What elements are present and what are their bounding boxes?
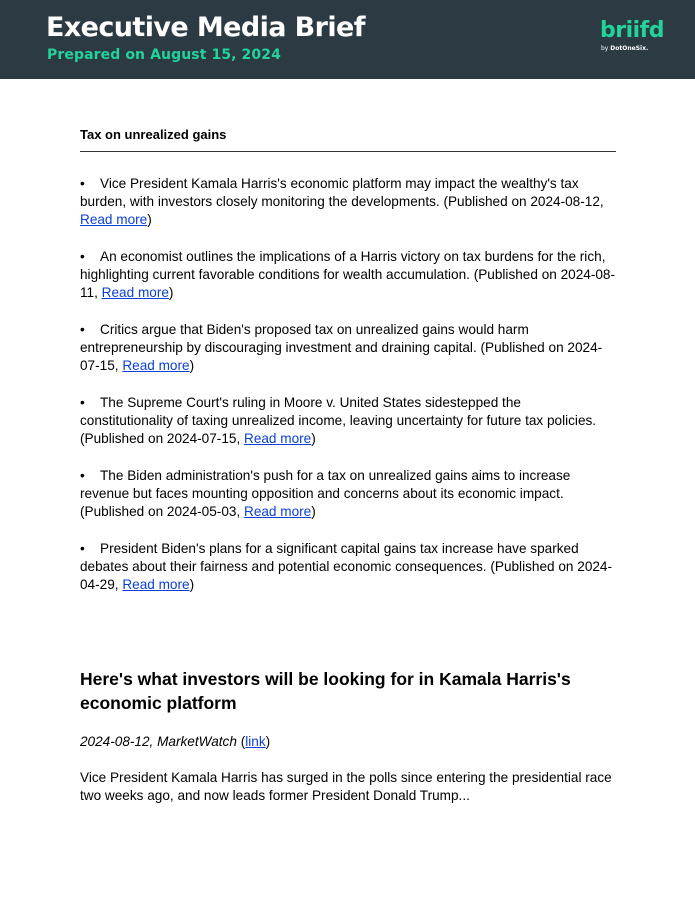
list-item — [80, 467, 616, 522]
bullet-close: ) — [147, 212, 152, 228]
article-title: Here's what investors will be looking for in Kamala Harris's economic platform — [80, 669, 571, 713]
list-item — [80, 321, 616, 376]
logo-by-prefix: by — [601, 45, 609, 52]
read-more-link[interactable]: Read more — [244, 504, 312, 520]
article-summary: Vice President Kamala Harris has surged in the polls since entering the presidential race two weeks ago, and now leads former President Donald Trump... — [80, 770, 612, 804]
bullet-text: The Supreme Court's ruling in Moore v. United States sidestepped the constitutionality of taxing unrealized income, leaving uncertainty for future tax policies. (Published on 2024-07-15, — [80, 395, 597, 447]
read-more-link[interactable]: Read more — [80, 212, 148, 228]
news-bullet-list — [80, 175, 616, 613]
bullet-text: The Biden administration's push for a tax on unrealized gains aims to increase revenue but faces mounting opposition and concerns about its economic impact. (Published on 2024-05-03, — [80, 468, 571, 520]
article-link-open: ( — [236, 734, 246, 749]
read-more-link[interactable]: Read more — [122, 577, 190, 593]
bullet-text: An economist outlines the implications of a Harris victory on tax burdens for the rich, highlighting current favorable conditions for wealth accumulation. (Published on 2024-08-11, — [80, 249, 616, 301]
bullet-close: ) — [311, 431, 316, 447]
report-title: Executive Media Brief — [46, 12, 365, 43]
read-more-link[interactable]: Read more — [101, 285, 169, 301]
article-source-link[interactable]: link — [245, 734, 266, 749]
brand-logo — [600, 18, 664, 57]
bullet-marker: • — [80, 541, 85, 556]
article-date-source: 2024-08-12, MarketWatch — [80, 734, 237, 749]
bullet-text: Vice President Kamala Harris's economic platform may impact the wealthy's tax burden, with investors closely monitoring the developments. (Published on 2024-08-12, — [80, 176, 604, 210]
bullet-text: Critics argue that Biden's proposed tax on unrealized gains would harm entrepreneurship by discouraging investment and draining capital. (Published on 2024-07-15, — [80, 322, 603, 374]
list-item — [80, 540, 616, 595]
bullet-close: ) — [189, 358, 195, 374]
bullet-marker: • — [80, 395, 85, 410]
read-more-link[interactable]: Read more — [244, 431, 312, 447]
bullet-marker: • — [80, 322, 85, 337]
section-divider — [80, 151, 616, 152]
bullet-text: President Biden's plans for a significant capital gains tax increase have sparked debates about their fairness and potential economic consequences. (Published on 2024-04-29, — [80, 541, 613, 593]
bullet-close: ) — [168, 285, 174, 301]
bullet-close: ) — [311, 504, 316, 520]
logo-wordmark: briifd — [600, 18, 664, 43]
logo-by-brand: DotOneSix. — [610, 45, 649, 52]
bullet-marker: • — [80, 176, 85, 191]
header-banner — [0, 0, 695, 79]
list-item — [80, 175, 616, 230]
section-title: Tax on unrealized gains — [80, 127, 227, 142]
logo-byline — [601, 45, 648, 52]
bullet-close: ) — [189, 577, 195, 593]
read-more-link[interactable]: Read more — [122, 358, 190, 374]
bullet-marker: • — [80, 468, 85, 483]
list-item — [80, 248, 616, 303]
list-item — [80, 394, 616, 449]
bullet-marker: • — [80, 249, 85, 264]
prepared-date: Prepared on August 15, 2024 — [47, 47, 281, 63]
article-link-close: ) — [265, 734, 271, 749]
article-meta — [80, 733, 270, 751]
